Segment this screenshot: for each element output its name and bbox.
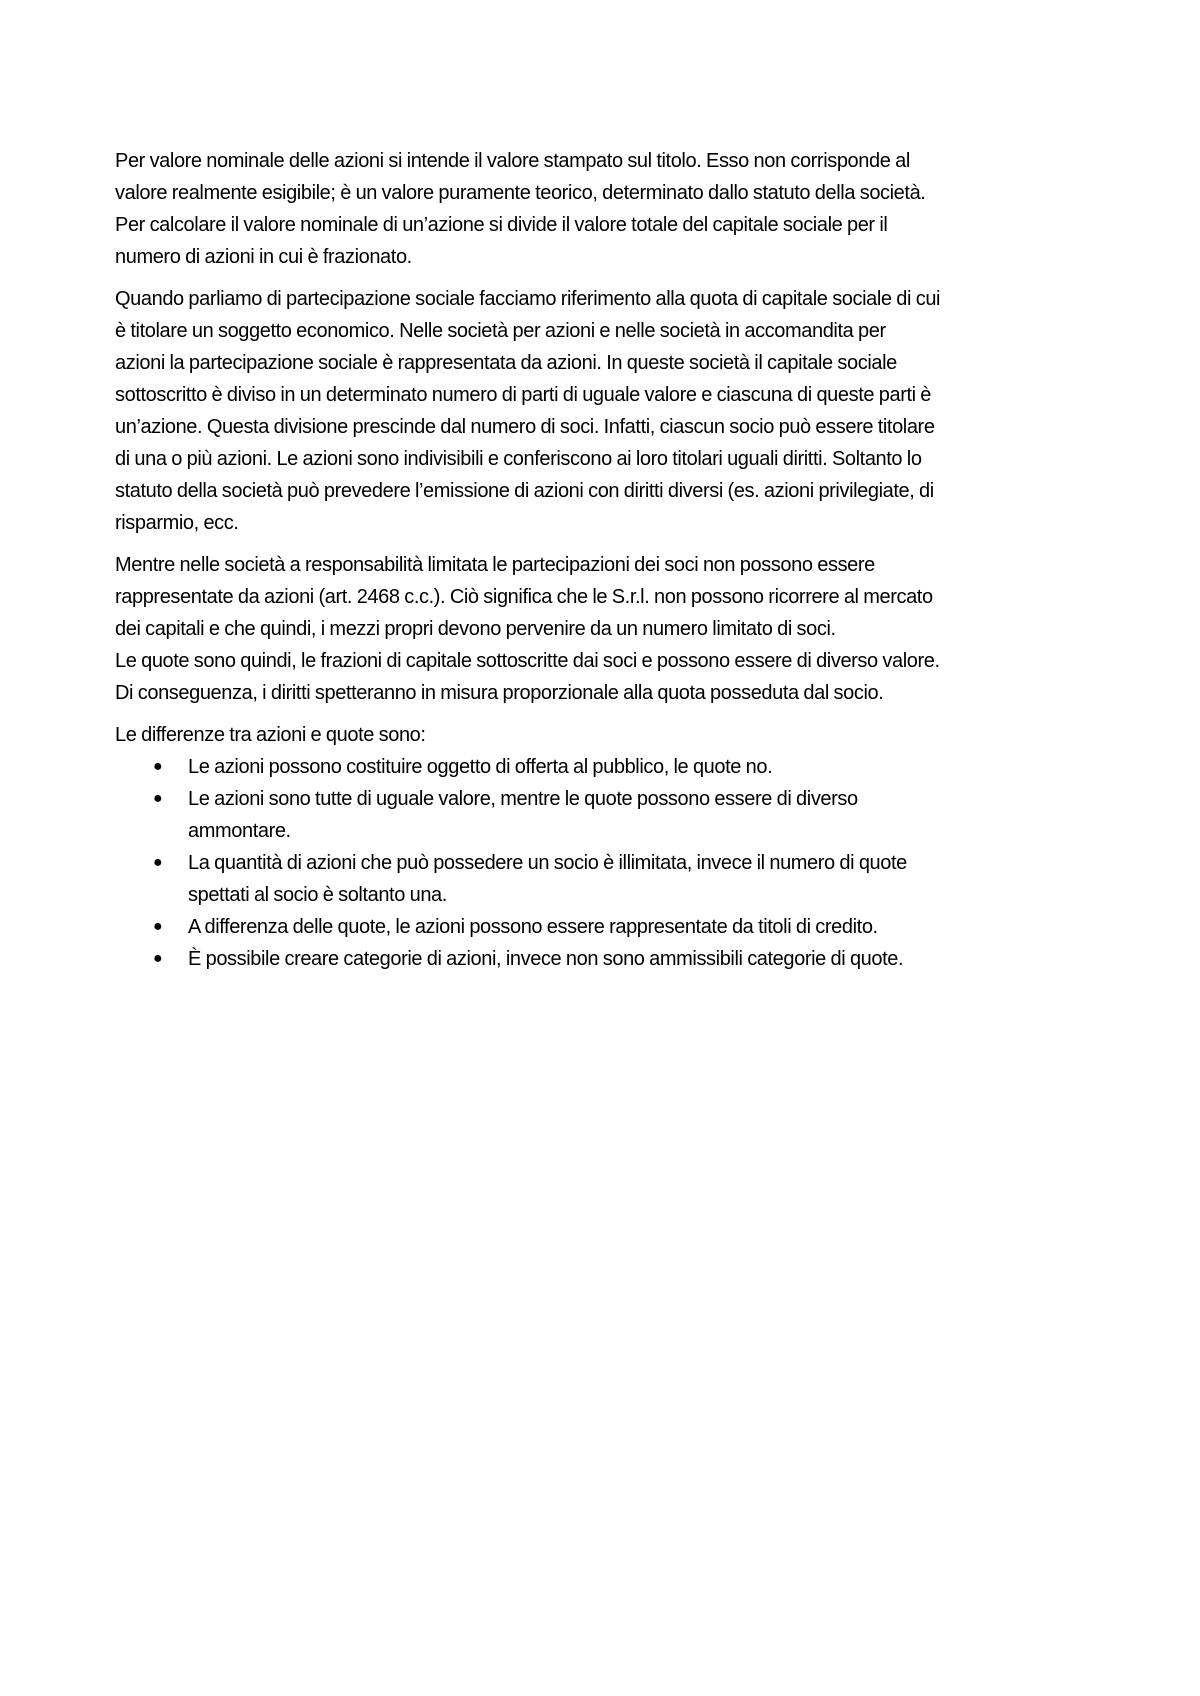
differences-intro: Le differenze tra azioni e quote sono: (115, 724, 426, 746)
paragraph-social-participation (115, 283, 1100, 539)
paragraph-srl-quotes (115, 549, 1100, 709)
list-item (115, 943, 1100, 975)
text-line: Le quote sono quindi, le frazioni di capitale sottoscritte dai soci e possono essere di diverso valore. (115, 650, 940, 672)
text-line: rappresentate da azioni (art. 2468 c.c.). Ciò significa che le S.r.l. non possono ricorrere al mercato (115, 586, 933, 608)
document-body (115, 145, 1100, 975)
text-line: La quantità di azioni che può possedere un socio è illimitata, invece il numero di quote (188, 852, 907, 874)
text-line: valore realmente esigibile; è un valore puramente teorico, determinato dallo statuto della società. (115, 182, 926, 204)
text-line: Quando parliamo di partecipazione sociale facciamo riferimento alla quota di capitale sociale di cui (115, 288, 941, 310)
text-line: un’azione. Questa divisione prescinde dal numero di soci. Infatti, ciascun socio può essere titolare (115, 416, 935, 438)
bullet-icon: ● (153, 918, 163, 935)
differences-list (115, 751, 1100, 975)
bullet-icon: ● (153, 950, 163, 967)
text-line: Le azioni sono tutte di uguale valore, mentre le quote possono essere di diverso (188, 788, 858, 810)
text-line: spettati al socio è soltanto una. (188, 884, 447, 906)
text-line: risparmio, ecc. (115, 512, 239, 534)
text-line: numero di azioni in cui è frazionato. (115, 246, 412, 268)
text-line: A differenza delle quote, le azioni possono essere rappresentate da titoli di credito. (188, 916, 878, 938)
bullet-icon: ● (153, 854, 163, 871)
list-item (115, 783, 1100, 847)
text-line: sottoscritto è diviso in un determinato numero di parti di uguale valore e ciascuna di queste parti è (115, 384, 932, 406)
text-line: è titolare un soggetto economico. Nelle società per azioni e nelle società in accomandita per (115, 320, 886, 342)
paragraph-nominal-value (115, 145, 1100, 273)
bullet-icon: ● (153, 790, 163, 807)
list-item (115, 911, 1100, 943)
text-line: di una o più azioni. Le azioni sono indivisibili e conferiscono ai loro titolari uguali diritti. Soltanto lo (115, 448, 922, 470)
text-line: Mentre nelle società a responsabilità limitata le partecipazioni dei soci non possono essere (115, 554, 875, 576)
text-line: statuto della società può prevedere l’emissione di azioni con diritti diversi (es. azioni privilegiate, di (115, 480, 934, 502)
text-line: È possibile creare categorie di azioni, invece non sono ammissibili categorie di quote. (188, 948, 904, 970)
list-item (115, 751, 1100, 783)
text-line: ammontare. (188, 820, 291, 842)
text-line: dei capitali e che quindi, i mezzi propri devono pervenire da un numero limitato di soci. (115, 618, 836, 640)
differences-section (115, 719, 1100, 975)
list-item (115, 847, 1100, 911)
bullet-icon: ● (153, 758, 163, 775)
text-line: azioni la partecipazione sociale è rappresentata da azioni. In queste società il capitale sociale (115, 352, 897, 374)
text-line: Le azioni possono costituire oggetto di offerta al pubblico, le quote no. (188, 756, 773, 778)
text-line: Per calcolare il valore nominale di un’azione si divide il valore totale del capitale sociale per il (115, 214, 888, 236)
text-line: Per valore nominale delle azioni si intende il valore stampato sul titolo. Esso non corrisponde al (115, 150, 910, 172)
text-line: Di conseguenza, i diritti spetteranno in misura proporzionale alla quota posseduta dal socio. (115, 682, 884, 704)
